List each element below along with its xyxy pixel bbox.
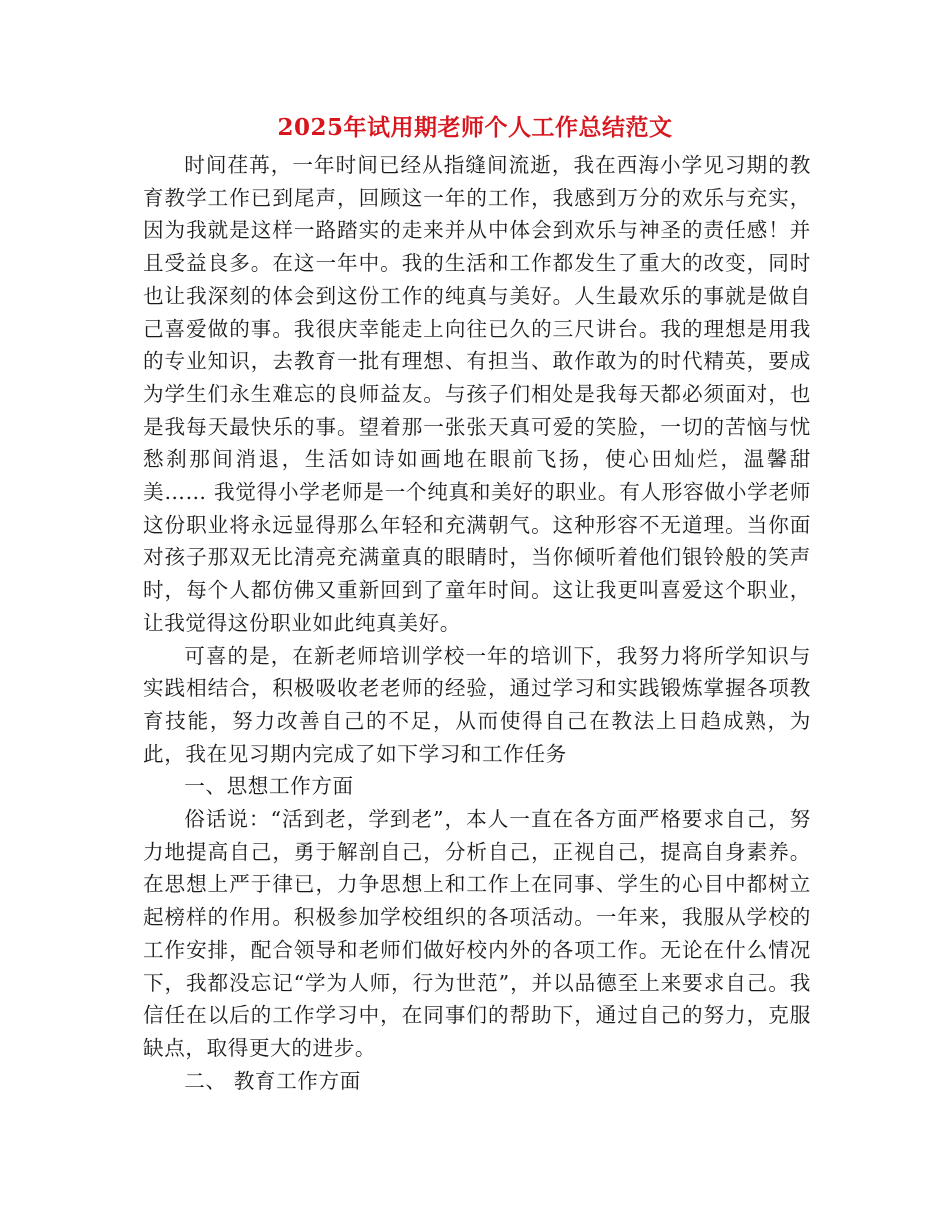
paragraph-training: 可喜的是，在新老师培训学校一年的培训下，我努力将所学知识与实践相结合，积极吸收老老师的经验，通过学习和实践锻炼掌握各项教育技能，努力改善自己的不足，从而使得自己在教法上日趋成熟，为此，我在见习期内完成了如下学习和工作任务: [143, 643, 811, 766]
document-title: 2025年试用期老师个人工作总结范文: [277, 114, 673, 141]
paragraph-intro: 时间荏苒，一年时间已经从指缝间流逝，我在西海小学见习期的教育教学工作已到尾声，回顾这一年的工作，我感到万分的欢乐与充实，因为我就是这样一路踏实的走来并从中体会到欢乐与神圣的责任感！并且受益良多。在这一年中。我的生活和工作都发生了重大的改变，同时也让我深刻的体会到这份工作的纯真与美好。人生最欢乐的事就是做自己喜爱做的事。我很庆幸能走上向往已久的三尺讲台。我的理想是用我的专业知识，去教育一批有理想、有担当、敢作敢为的时代精英，要成为学生们永生难忘的良师益友。与孩子们相处是我每天都必须面对，也是我每天最快乐的事。望着那一张张天真可爱的笑脸，一切的苦恼与忧愁刹那间消退，生活如诗如画地在眼前飞扬，使心田灿烂，温馨甜美…… 我觉得小学老师是一个纯真和美好的职业。有人形容做小学老师这份职业将永远显得那么年轻和充满朝气。这种形容不无道理。当你面对孩子那双无比清亮充满童真的眼睛时，当你倾听着他们银铃般的笑声时，每个人都仿佛又重新回到了童年时间。这让我更叫喜爱这个职业，让我觉得这份职业如此纯真美好。: [143, 153, 811, 635]
paragraph-thought: 俗话说：“活到老，学到老”，本人一直在各方面严格要求自己，努力地提高自己，勇于解剖自己，分析自己，正视自己，提高自身素养。在思想上严于律已，力争思想上和工作上在同事、学生的心目中都树立起榜样的作用。积极参加学校组织的各项活动。一年来，我服从学校的工作安排，配合领导和老师们做好校内外的各项工作。无论在什么情况下，我都没忘记“学为人师，行为世范”，并以品德至上来要求自己。我信任在以后的工作学习中，在同事们的帮助下，通过自己的努力，克服缺点，取得更大的进步。: [143, 807, 811, 1060]
section-heading-thought: 一、思想工作方面: [184, 774, 354, 799]
document-body: [143, 149, 811, 1097]
section-heading-education: 二、 教育工作方面: [184, 1068, 361, 1093]
